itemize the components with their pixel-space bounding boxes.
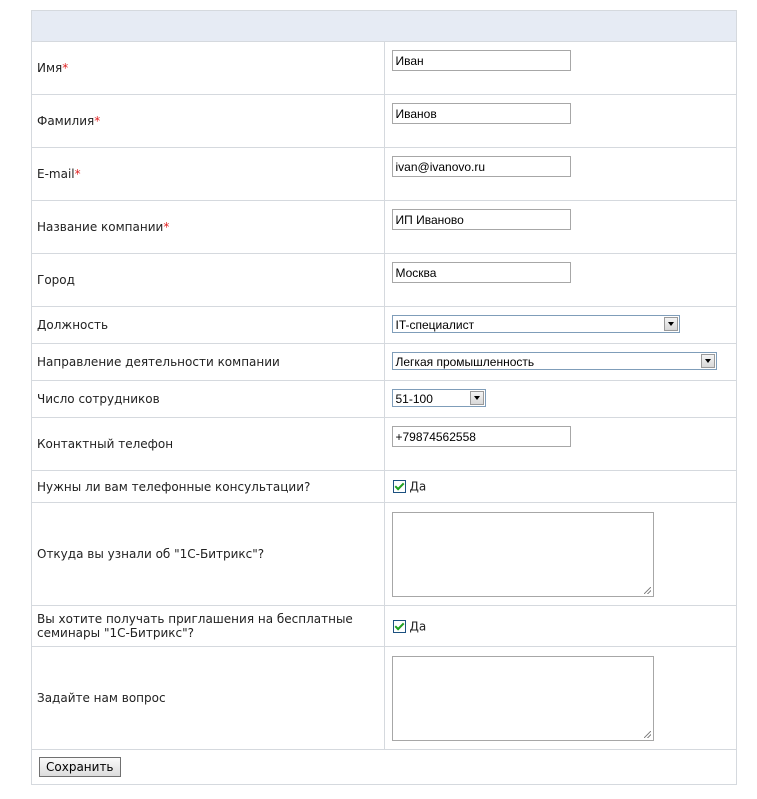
required-mark: * — [74, 167, 81, 181]
save-button[interactable]: Сохранить — [39, 757, 121, 777]
registration-form — [31, 10, 737, 785]
resize-grip-icon[interactable] — [644, 587, 651, 594]
resize-grip-icon[interactable] — [644, 731, 651, 738]
employees-label: Число сотрудников — [37, 392, 160, 406]
question-textarea[interactable] — [392, 656, 654, 741]
company-input[interactable] — [392, 209, 571, 230]
form-footer — [32, 750, 737, 785]
row-consult — [32, 471, 737, 503]
city-label: Город — [37, 273, 75, 287]
source-textarea[interactable] — [392, 512, 654, 597]
activity-selected-value: Легкая промышленность — [395, 354, 535, 369]
position-selected-value: IT-специалист — [395, 317, 475, 332]
row-name — [32, 42, 737, 95]
phone-label: Контактный телефон — [37, 437, 174, 451]
company-label: Название компании — [37, 220, 164, 234]
row-position — [32, 307, 737, 344]
row-seminars — [32, 606, 737, 647]
label-cell — [32, 42, 385, 95]
email-input[interactable] — [392, 156, 571, 177]
question-label: Задайте нам вопрос — [37, 691, 166, 705]
form-header — [32, 11, 737, 42]
employees-select[interactable] — [392, 389, 486, 407]
row-email — [32, 148, 737, 201]
row-source — [32, 503, 737, 606]
city-input[interactable] — [392, 262, 571, 283]
row-surname — [32, 95, 737, 148]
activity-label: Направление деятельности компании — [37, 355, 280, 369]
required-mark: * — [94, 114, 101, 128]
row-phone — [32, 418, 737, 471]
seminars-checkbox-label[interactable]: Да — [409, 619, 427, 634]
surname-input[interactable] — [392, 103, 571, 124]
seminars-label: Вы хотите получать приглашения на бесплатные семинары "1С-Битрикс"? — [37, 612, 353, 640]
row-activity — [32, 344, 737, 381]
required-mark: * — [163, 220, 170, 234]
email-label: E-mail — [37, 167, 75, 181]
row-employees — [32, 381, 737, 418]
consult-label: Нужны ли вам телефонные консультации? — [37, 479, 311, 494]
employees-selected-value: 51-100 — [395, 391, 433, 406]
name-label: Имя — [37, 61, 63, 75]
row-question — [32, 647, 737, 750]
row-city — [32, 254, 737, 307]
row-company — [32, 201, 737, 254]
required-mark: * — [62, 61, 69, 75]
chevron-down-icon[interactable] — [470, 391, 484, 405]
consult-checkbox-label[interactable]: Да — [409, 479, 427, 494]
position-select[interactable] — [392, 315, 680, 333]
chevron-down-icon[interactable] — [664, 317, 678, 331]
name-input[interactable] — [392, 50, 571, 71]
activity-select[interactable] — [392, 352, 717, 370]
source-label: Откуда вы узнали об "1С-Битрикс"? — [37, 547, 265, 561]
surname-label: Фамилия — [37, 114, 95, 128]
seminars-checkbox[interactable] — [393, 620, 406, 633]
consult-checkbox[interactable] — [393, 480, 406, 493]
chevron-down-icon[interactable] — [701, 354, 715, 368]
phone-input[interactable] — [392, 426, 571, 447]
position-label: Должность — [37, 318, 109, 332]
